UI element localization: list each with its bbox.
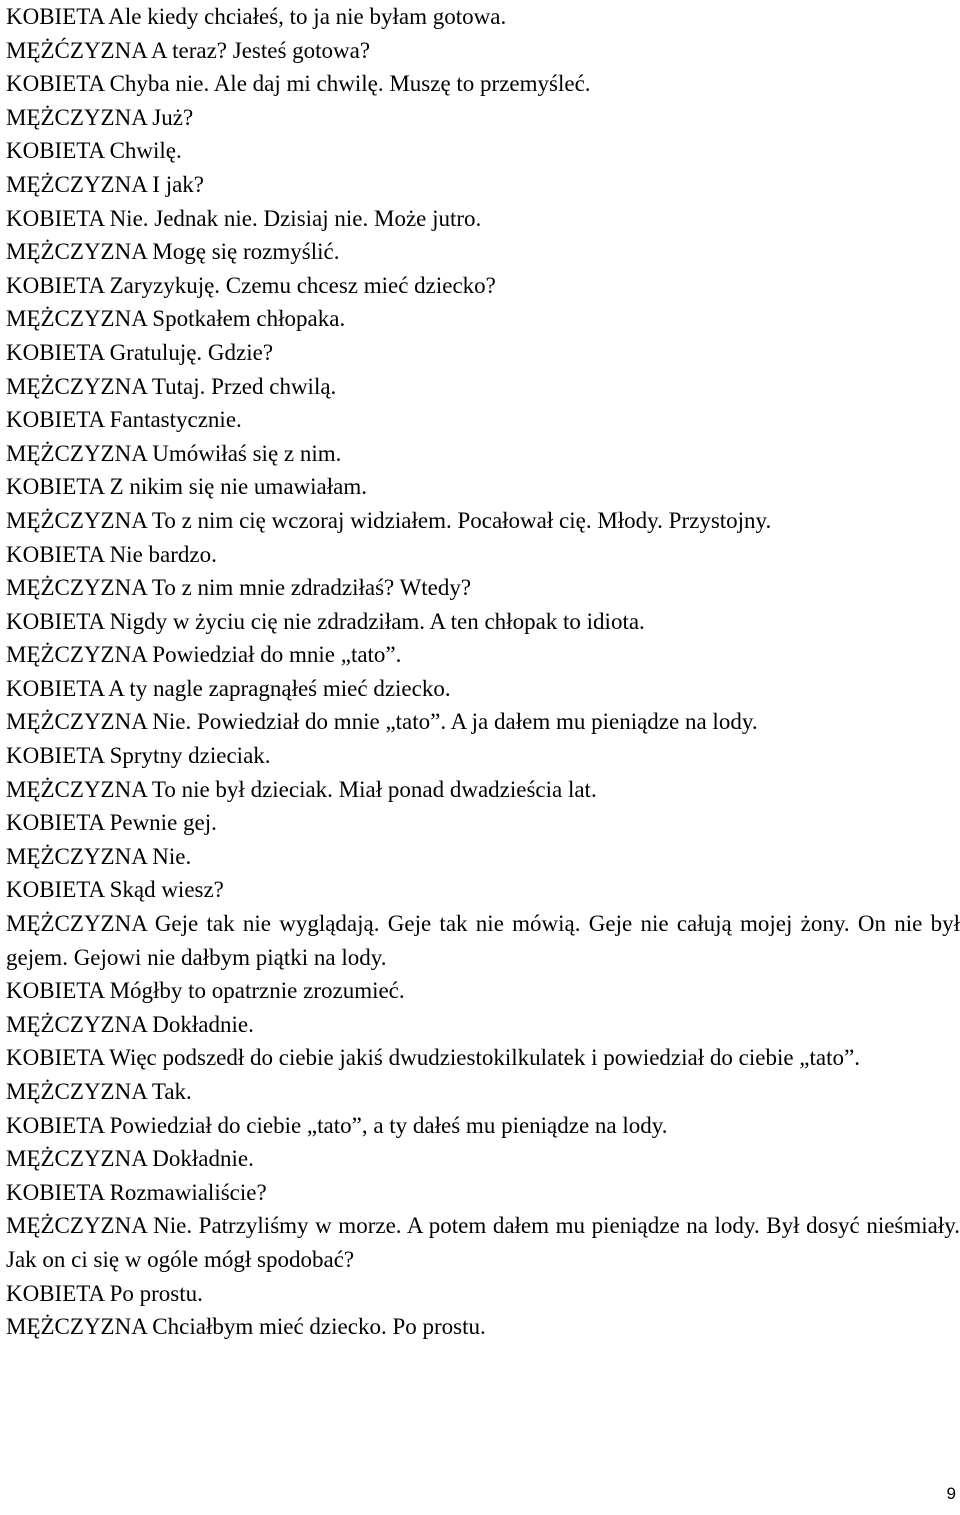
dialogue-line: MĘŻCZYZNA Spotkałem chłopaka.	[6, 306, 346, 332]
dialogue-line: KOBIETA Chwilę.	[6, 138, 182, 164]
dialogue-line: KOBIETA Skąd wiesz?	[6, 877, 224, 903]
dialogue-line: KOBIETA Z nikim się nie umawiałam.	[6, 474, 367, 500]
dialogue-line: KOBIETA Fantastycznie.	[6, 407, 242, 433]
dialogue-line: MĘŻCZYZNA Tak.	[6, 1079, 192, 1104]
dialogue-line: MĘŻCZYZNA Umówiłaś się z nim.	[6, 440, 342, 466]
dialogue-line: KOBIETA Nie bardzo.	[6, 541, 217, 567]
dialogue-line: MĘŻCZYZNA To z nim mnie zdradziłaś? Wtedy?	[6, 575, 472, 601]
dialogue-line: MĘŻCZYZNA Mogę się rozmyślić.	[6, 239, 340, 265]
dialogue-line: MĘŻCZYZNA Już?	[6, 104, 194, 130]
dialogue-line: KOBIETA Nigdy w życiu cię nie zdradziłam. A ten chłopak to idiota.	[6, 608, 645, 634]
dialogue-line: MĘŻĆZYZNA A teraz? Jesteś gotowa?	[6, 37, 371, 63]
dialogue-line: KOBIETA Rozmawialiście?	[6, 1179, 267, 1205]
dialogue-line: KOBIETA Powiedział do ciebie „tato”, a ty dałeś mu pieniądze na lody.	[6, 1112, 668, 1138]
dialogue-line: MĘŻCZYZNA To z nim cię wczoraj widziałem. Pocałował cię. Młody. Przystojny.	[6, 507, 772, 533]
dialogue-line: MĘŻCZYZNA Tutaj. Przed chwilą.	[6, 373, 337, 399]
dialogue-line: KOBIETA Nie. Jednak nie. Dzisiaj nie. Może jutro.	[6, 205, 482, 231]
dialogue-line: MĘŻCZYZNA Geje tak nie wyglądają. Geje tak nie mówią. Geje nie całują mojej żony. On nie był gejem. Gejowi nie dałbym piątki na lody.	[6, 911, 960, 970]
dialogue-line: MĘŻCZYZNA Nie. Patrzyliśmy w morze. A potem dałem mu pieniądze na lody. Był dosyć nieśmiały. Jak on ci się w ogóle mógł spodobać?	[6, 1213, 960, 1272]
dialogue-line: KOBIETA A ty nagle zapragnąłeś mieć dziecko.	[6, 675, 451, 701]
dialogue-line: KOBIETA Po prostu.	[6, 1280, 203, 1306]
dialogue-line: KOBIETA Zaryzykuję. Czemu chcesz mieć dziecko?	[6, 272, 496, 298]
dialogue-line: MĘŻCZYZNA Chciałbym mieć dziecko. Po prostu.	[6, 1314, 486, 1340]
dialogue-text	[6, 0, 960, 1344]
dialogue-line: MĘŻCZYZNA Nie. Powiedział do mnie „tato”. A ja dałem mu pieniądze na lody.	[6, 709, 758, 735]
dialogue-line: MĘŻCZYZNA Dokładnie.	[6, 1011, 254, 1037]
dialogue-line: MĘŻCZYZNA I jak?	[6, 171, 205, 197]
dialogue-line: MĘŻCZYZNA Nie.	[6, 843, 192, 869]
dialogue-line: MĘŻCZYZNA Powiedział do mnie „tato”.	[6, 642, 402, 668]
dialogue-line: KOBIETA Sprytny dzieciak.	[6, 743, 271, 769]
dialogue-line: KOBIETA Mógłby to opatrznie zrozumieć.	[6, 978, 405, 1004]
dialogue-line: MĘŻCZYZNA To nie był dzieciak. Miał ponad dwadzieścia lat.	[6, 776, 597, 802]
dialogue-line: MĘŻCZYZNA Dokładnie.	[6, 1146, 254, 1172]
page-number: 9	[946, 1484, 956, 1503]
dialogue-line: KOBIETA Ale kiedy chciałeś, to ja nie byłam gotowa.	[6, 4, 507, 29]
dialogue-line: KOBIETA Więc podszedł do ciebie jakiś dwudziestokilkulatek i powiedział do ciebie „tato”.	[6, 1045, 860, 1071]
dialogue-line: KOBIETA Chyba nie. Ale daj mi chwilę. Muszę to przemyśleć.	[6, 71, 591, 97]
dialogue-line: KOBIETA Pewnie gej.	[6, 810, 217, 836]
dialogue-line: KOBIETA Gratuluję. Gdzie?	[6, 339, 274, 365]
